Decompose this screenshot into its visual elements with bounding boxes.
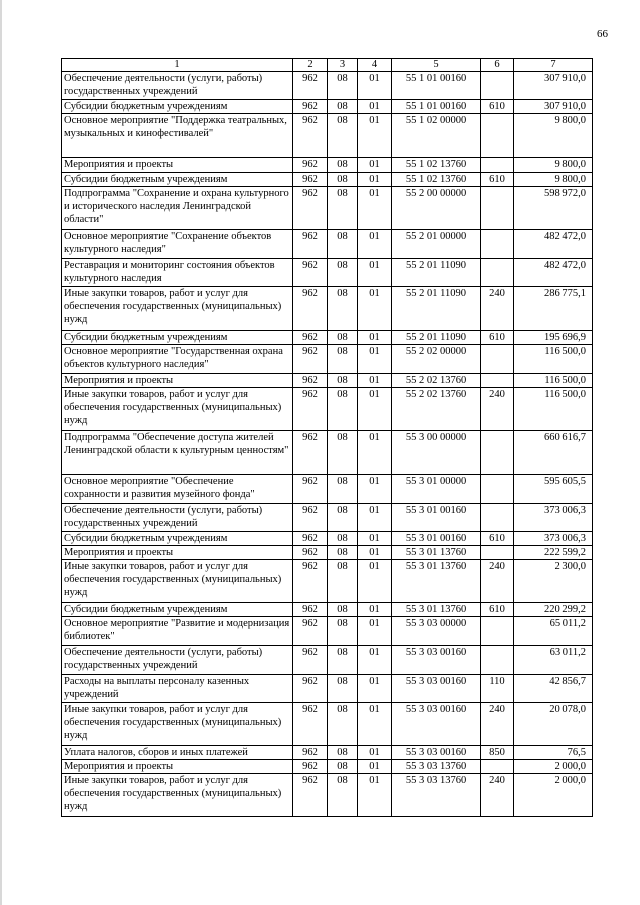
cell-subsection: 01 [358,187,392,230]
cell-target-article: 55 3 01 13760 [392,560,481,603]
cell-name: Иные закупки товаров, работ и услуг для обеспечения государственных (муниципальных) нужд [62,287,293,331]
cell-admin-code: 962 [293,230,328,259]
cell-admin-code: 962 [293,431,328,475]
cell-amount: 595 605,5 [514,475,593,504]
cell-subsection: 01 [358,158,392,173]
cell-admin-code: 962 [293,774,328,817]
table-row [62,72,593,100]
cell-section: 08 [328,760,358,774]
cell-target-article: 55 3 03 00160 [392,703,481,746]
cell-name: Иные закупки товаров, работ и услуг для обеспечения государственных (муниципальных) нужд [62,388,293,431]
cell-amount: 482 472,0 [514,230,593,259]
table-row [62,259,593,287]
page-number: 66 [597,28,608,40]
cell-admin-code: 962 [293,259,328,287]
cell-expense-type [481,760,514,774]
cell-section: 08 [328,560,358,603]
cell-name: Расходы на выплаты персоналу казенных учреждений [62,675,293,703]
cell-target-article: 55 3 03 00160 [392,675,481,703]
cell-target-article: 55 3 03 13760 [392,760,481,774]
cell-subsection: 01 [358,431,392,475]
col-header-7: 7 [514,59,593,72]
cell-section: 08 [328,187,358,230]
cell-expense-type: 850 [481,746,514,760]
cell-admin-code: 962 [293,532,328,546]
cell-subsection: 01 [358,603,392,617]
cell-admin-code: 962 [293,72,328,100]
table-row [62,475,593,504]
cell-expense-type [481,72,514,100]
cell-target-article: 55 3 01 13760 [392,603,481,617]
cell-target-article: 55 2 02 00000 [392,345,481,374]
cell-expense-type: 610 [481,331,514,345]
cell-name: Субсидии бюджетным учреждениям [62,532,293,546]
cell-amount: 482 472,0 [514,259,593,287]
table-row [62,114,593,158]
cell-admin-code: 962 [293,504,328,532]
cell-name: Иные закупки товаров, работ и услуг для обеспечения государственных (муниципальных) нужд [62,774,293,817]
cell-expense-type [481,259,514,287]
cell-section: 08 [328,431,358,475]
cell-subsection: 01 [358,72,392,100]
cell-expense-type [481,504,514,532]
cell-expense-type [481,646,514,675]
cell-subsection: 01 [358,287,392,331]
cell-section: 08 [328,675,358,703]
cell-admin-code: 962 [293,703,328,746]
cell-amount: 2 000,0 [514,774,593,817]
cell-subsection: 01 [358,345,392,374]
budget-table [61,58,593,817]
table-row [62,675,593,703]
cell-subsection: 01 [358,374,392,388]
col-header-6: 6 [481,59,514,72]
cell-section: 08 [328,746,358,760]
table-row [62,374,593,388]
cell-name: Мероприятия и проекты [62,158,293,173]
cell-target-article: 55 3 00 00000 [392,431,481,475]
table-row [62,560,593,603]
cell-admin-code: 962 [293,374,328,388]
col-header-3: 3 [328,59,358,72]
cell-expense-type [481,158,514,173]
table-row [62,532,593,546]
table-row [62,331,593,345]
cell-amount: 307 910,0 [514,100,593,114]
cell-admin-code: 962 [293,746,328,760]
cell-name: Мероприятия и проекты [62,546,293,560]
cell-admin-code: 962 [293,158,328,173]
cell-target-article: 55 1 01 00160 [392,100,481,114]
cell-admin-code: 962 [293,760,328,774]
cell-amount: 63 011,2 [514,646,593,675]
cell-name: Обеспечение деятельности (услуги, работы) государственных учреждений [62,504,293,532]
cell-subsection: 01 [358,475,392,504]
cell-name: Основное мероприятие "Государственная охрана объектов культурного наследия" [62,345,293,374]
cell-name: Уплата налогов, сборов и иных платежей [62,746,293,760]
cell-subsection: 01 [358,760,392,774]
cell-section: 08 [328,72,358,100]
cell-name: Подпрограмма "Сохранение и охрана культурного и исторического наследия Ленинградской области" [62,187,293,230]
cell-section: 08 [328,345,358,374]
cell-section: 08 [328,331,358,345]
table-row [62,173,593,187]
cell-section: 08 [328,173,358,187]
cell-amount: 195 696,9 [514,331,593,345]
table-row [62,230,593,259]
cell-name: Основное мероприятие "Поддержка театральных, музыкальных и кинофестивалей" [62,114,293,158]
cell-amount: 2 000,0 [514,760,593,774]
cell-target-article: 55 2 01 11090 [392,331,481,345]
cell-section: 08 [328,287,358,331]
cell-name: Иные закупки товаров, работ и услуг для обеспечения государственных (муниципальных) нужд [62,560,293,603]
cell-name: Основное мероприятие "Развитие и модернизация библиотек" [62,617,293,646]
col-header-2: 2 [293,59,328,72]
cell-amount: 2 300,0 [514,560,593,603]
cell-admin-code: 962 [293,173,328,187]
cell-target-article: 55 2 02 13760 [392,374,481,388]
cell-target-article: 55 1 02 00000 [392,114,481,158]
cell-admin-code: 962 [293,388,328,431]
scan-edge [0,0,2,905]
cell-name: Мероприятия и проекты [62,760,293,774]
cell-target-article: 55 3 01 13760 [392,546,481,560]
col-header-1: 1 [62,59,293,72]
cell-amount: 9 800,0 [514,173,593,187]
cell-admin-code: 962 [293,100,328,114]
cell-amount: 42 856,7 [514,675,593,703]
cell-target-article: 55 3 03 00000 [392,617,481,646]
cell-section: 08 [328,603,358,617]
cell-expense-type [481,114,514,158]
cell-target-article: 55 3 01 00160 [392,504,481,532]
cell-admin-code: 962 [293,345,328,374]
cell-admin-code: 962 [293,187,328,230]
cell-expense-type [481,374,514,388]
cell-amount: 373 006,3 [514,504,593,532]
cell-expense-type [481,345,514,374]
cell-subsection: 01 [358,675,392,703]
cell-target-article: 55 2 01 11090 [392,287,481,331]
cell-name: Основное мероприятие "Сохранение объектов культурного наследия" [62,230,293,259]
cell-target-article: 55 1 02 13760 [392,158,481,173]
cell-section: 08 [328,546,358,560]
cell-target-article: 55 1 01 00160 [392,72,481,100]
cell-target-article: 55 3 01 00160 [392,532,481,546]
cell-section: 08 [328,475,358,504]
cell-name: Основное мероприятие "Обеспечение сохранности и развития музейного фонда" [62,475,293,504]
cell-admin-code: 962 [293,617,328,646]
table-row [62,703,593,746]
cell-amount: 65 011,2 [514,617,593,646]
cell-amount: 307 910,0 [514,72,593,100]
cell-name: Субсидии бюджетным учреждениям [62,173,293,187]
table-row [62,504,593,532]
cell-expense-type [481,431,514,475]
cell-expense-type [481,187,514,230]
cell-expense-type: 240 [481,388,514,431]
table-row [62,617,593,646]
cell-admin-code: 962 [293,646,328,675]
cell-section: 08 [328,532,358,546]
table-row [62,158,593,173]
cell-expense-type: 110 [481,675,514,703]
table-row [62,546,593,560]
table-row [62,603,593,617]
cell-section: 08 [328,100,358,114]
cell-subsection: 01 [358,560,392,603]
cell-section: 08 [328,504,358,532]
table-row [62,774,593,817]
cell-amount: 286 775,1 [514,287,593,331]
table-row [62,345,593,374]
cell-subsection: 01 [358,746,392,760]
cell-section: 08 [328,374,358,388]
cell-section: 08 [328,646,358,675]
cell-expense-type [481,230,514,259]
cell-section: 08 [328,158,358,173]
cell-section: 08 [328,774,358,817]
table-row [62,431,593,475]
cell-amount: 116 500,0 [514,388,593,431]
cell-target-article: 55 2 01 11090 [392,259,481,287]
cell-amount: 222 599,2 [514,546,593,560]
cell-expense-type [481,546,514,560]
cell-name: Иные закупки товаров, работ и услуг для обеспечения государственных (муниципальных) нужд [62,703,293,746]
cell-expense-type [481,617,514,646]
cell-name: Подпрограмма "Обеспечение доступа жителей Ленинградской области к культурным ценностям" [62,431,293,475]
cell-subsection: 01 [358,331,392,345]
cell-subsection: 01 [358,646,392,675]
cell-amount: 598 972,0 [514,187,593,230]
cell-amount: 220 299,2 [514,603,593,617]
table-row [62,646,593,675]
cell-amount: 9 800,0 [514,114,593,158]
cell-subsection: 01 [358,617,392,646]
cell-target-article: 55 2 02 13760 [392,388,481,431]
cell-subsection: 01 [358,703,392,746]
cell-name: Субсидии бюджетным учреждениям [62,100,293,114]
table-row [62,746,593,760]
table-row [62,760,593,774]
cell-admin-code: 962 [293,331,328,345]
header-row [62,59,593,72]
cell-expense-type [481,475,514,504]
cell-name: Субсидии бюджетным учреждениям [62,603,293,617]
cell-subsection: 01 [358,259,392,287]
cell-amount: 373 006,3 [514,532,593,546]
cell-expense-type: 610 [481,532,514,546]
cell-expense-type: 240 [481,560,514,603]
cell-amount: 76,5 [514,746,593,760]
cell-expense-type: 240 [481,287,514,331]
cell-target-article: 55 2 00 00000 [392,187,481,230]
table-row [62,187,593,230]
cell-section: 08 [328,703,358,746]
cell-expense-type: 610 [481,603,514,617]
cell-expense-type: 610 [481,100,514,114]
cell-target-article: 55 1 02 13760 [392,173,481,187]
cell-name: Реставрация и мониторинг состояния объектов культурного наследия [62,259,293,287]
table-row [62,287,593,331]
cell-name: Обеспечение деятельности (услуги, работы) государственных учреждений [62,646,293,675]
cell-admin-code: 962 [293,675,328,703]
cell-target-article: 55 3 01 00000 [392,475,481,504]
cell-subsection: 01 [358,546,392,560]
cell-admin-code: 962 [293,287,328,331]
cell-admin-code: 962 [293,475,328,504]
cell-name: Субсидии бюджетным учреждениям [62,331,293,345]
cell-subsection: 01 [358,230,392,259]
cell-section: 08 [328,617,358,646]
cell-admin-code: 962 [293,603,328,617]
cell-section: 08 [328,230,358,259]
col-header-4: 4 [358,59,392,72]
cell-subsection: 01 [358,504,392,532]
col-header-5: 5 [392,59,481,72]
cell-admin-code: 962 [293,114,328,158]
cell-section: 08 [328,259,358,287]
cell-subsection: 01 [358,388,392,431]
table-row [62,100,593,114]
cell-section: 08 [328,114,358,158]
table-row [62,388,593,431]
cell-target-article: 55 3 03 13760 [392,774,481,817]
cell-amount: 9 800,0 [514,158,593,173]
cell-admin-code: 962 [293,560,328,603]
cell-target-article: 55 3 03 00160 [392,746,481,760]
cell-subsection: 01 [358,114,392,158]
cell-subsection: 01 [358,532,392,546]
cell-name: Мероприятия и проекты [62,374,293,388]
cell-name: Обеспечение деятельности (услуги, работы) государственных учреждений [62,72,293,100]
cell-expense-type: 610 [481,173,514,187]
cell-amount: 116 500,0 [514,345,593,374]
cell-target-article: 55 3 03 00160 [392,646,481,675]
cell-subsection: 01 [358,100,392,114]
cell-amount: 660 616,7 [514,431,593,475]
cell-admin-code: 962 [293,546,328,560]
cell-target-article: 55 2 01 00000 [392,230,481,259]
cell-subsection: 01 [358,774,392,817]
cell-expense-type: 240 [481,774,514,817]
cell-expense-type: 240 [481,703,514,746]
cell-section: 08 [328,388,358,431]
cell-amount: 20 078,0 [514,703,593,746]
cell-amount: 116 500,0 [514,374,593,388]
cell-subsection: 01 [358,173,392,187]
